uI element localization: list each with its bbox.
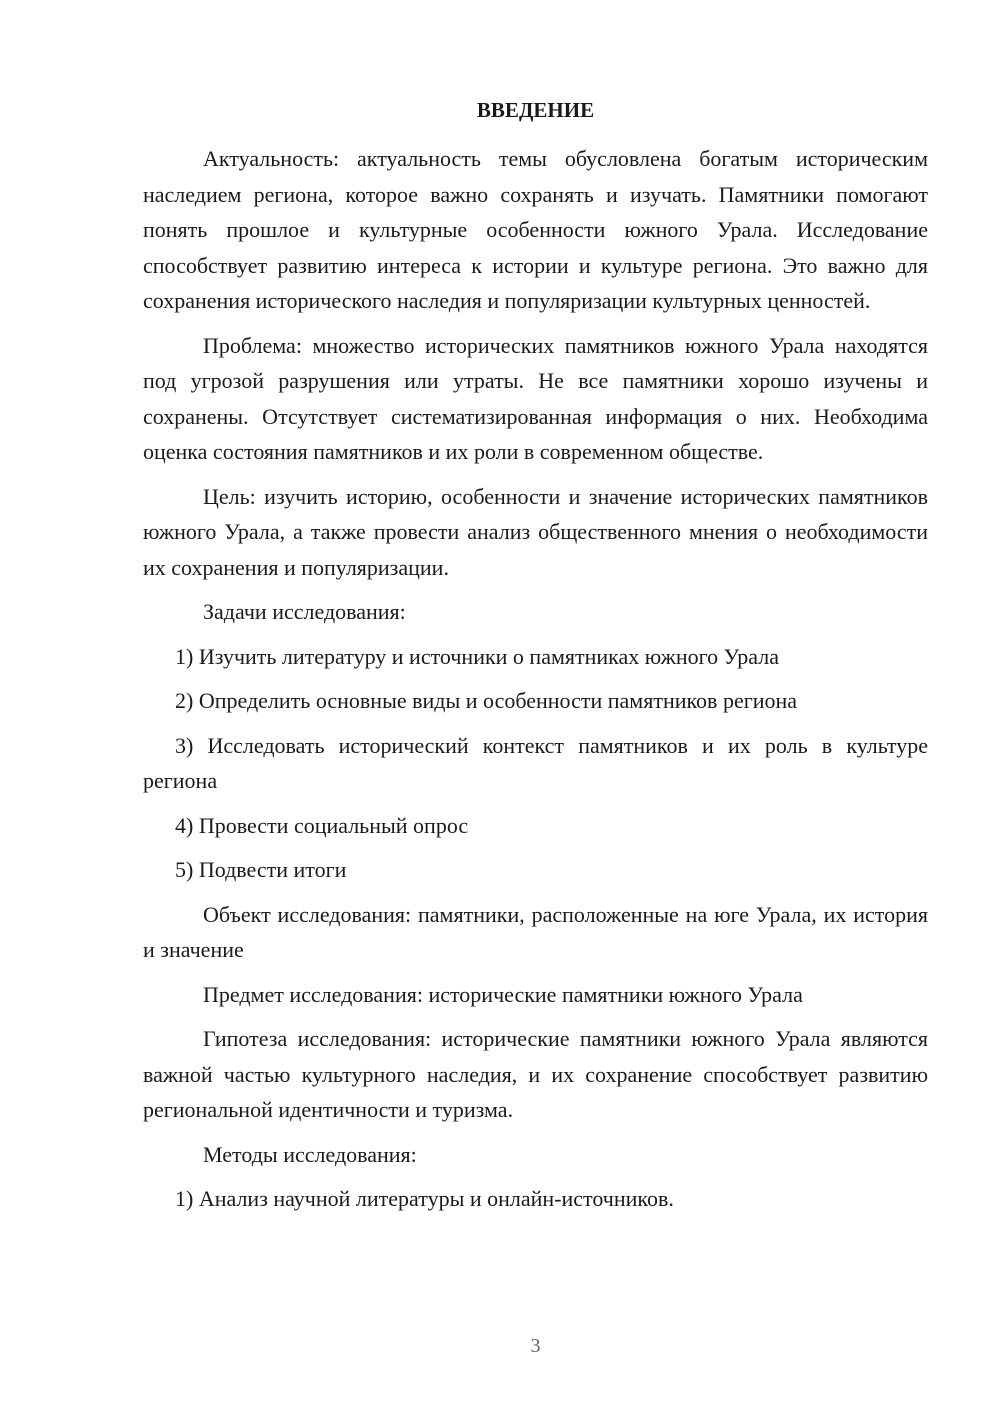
paragraph-hypothesis: Гипотеза исследования: исторические памятники южного Урала являются важной частью культурного наследия, и их сохранение способствует развитию региональной идентичности и туризма. (143, 1026, 928, 1122)
list-item-task-4: 4) Провести социальный опрос (175, 812, 469, 838)
list-item-task-5: 5) Подвести итоги (175, 857, 347, 882)
paragraph-problem: Проблема: множество исторических памятников южного Урала находятся под угрозой разрушения или утраты. Не все памятники хорошо изучены и сохранены. Отсутствует систематизированная информация о них. Необходима оценка состояния памятников и их роли в современном обществе. (143, 332, 928, 464)
document-body (143, 141, 928, 1217)
list-item-task-1: 1) Изучить литературу и источники о памятниках южного Урала (175, 643, 779, 669)
paragraph-relevance: Актуальность: актуальность темы обусловлена богатым историческим наследием региона, которое важно сохранять и изучать. Памятники помогают понять прошлое и культурные особенности южного Урала. Исследование способствует развитию интереса к истории и культуре региона. Это важно для сохранения исторического наследия и популяризации культурных ценностей. (143, 146, 928, 313)
paragraph-object: Объект исследования: памятники, расположенные на юге Урала, их история и значение (143, 901, 928, 962)
page-number: 3 (530, 1335, 541, 1357)
paragraph-goal: Цель: изучить историю, особенности и значение исторических памятников южного Урала, а также провести анализ общественного мнения о необходимости их сохранения и популяризации. (143, 483, 928, 580)
list-item-method-1: 1) Анализ научной литературы и онлайн-источников. (175, 1186, 674, 1211)
page-title: ВВЕДЕНИЕ (476, 98, 595, 122)
list-item-task-3: 3) Исследовать исторический контекст памятников и их роль в культуре региона (143, 732, 928, 793)
list-item-task-2: 2) Определить основные виды и особенности памятников региона (175, 688, 798, 713)
paragraph-tasks-heading: Задачи исследования: (203, 599, 406, 624)
paragraph-methods-heading: Методы исследования: (203, 1141, 417, 1167)
paragraph-subject: Предмет исследования: исторические памятники южного Урала (203, 981, 803, 1007)
